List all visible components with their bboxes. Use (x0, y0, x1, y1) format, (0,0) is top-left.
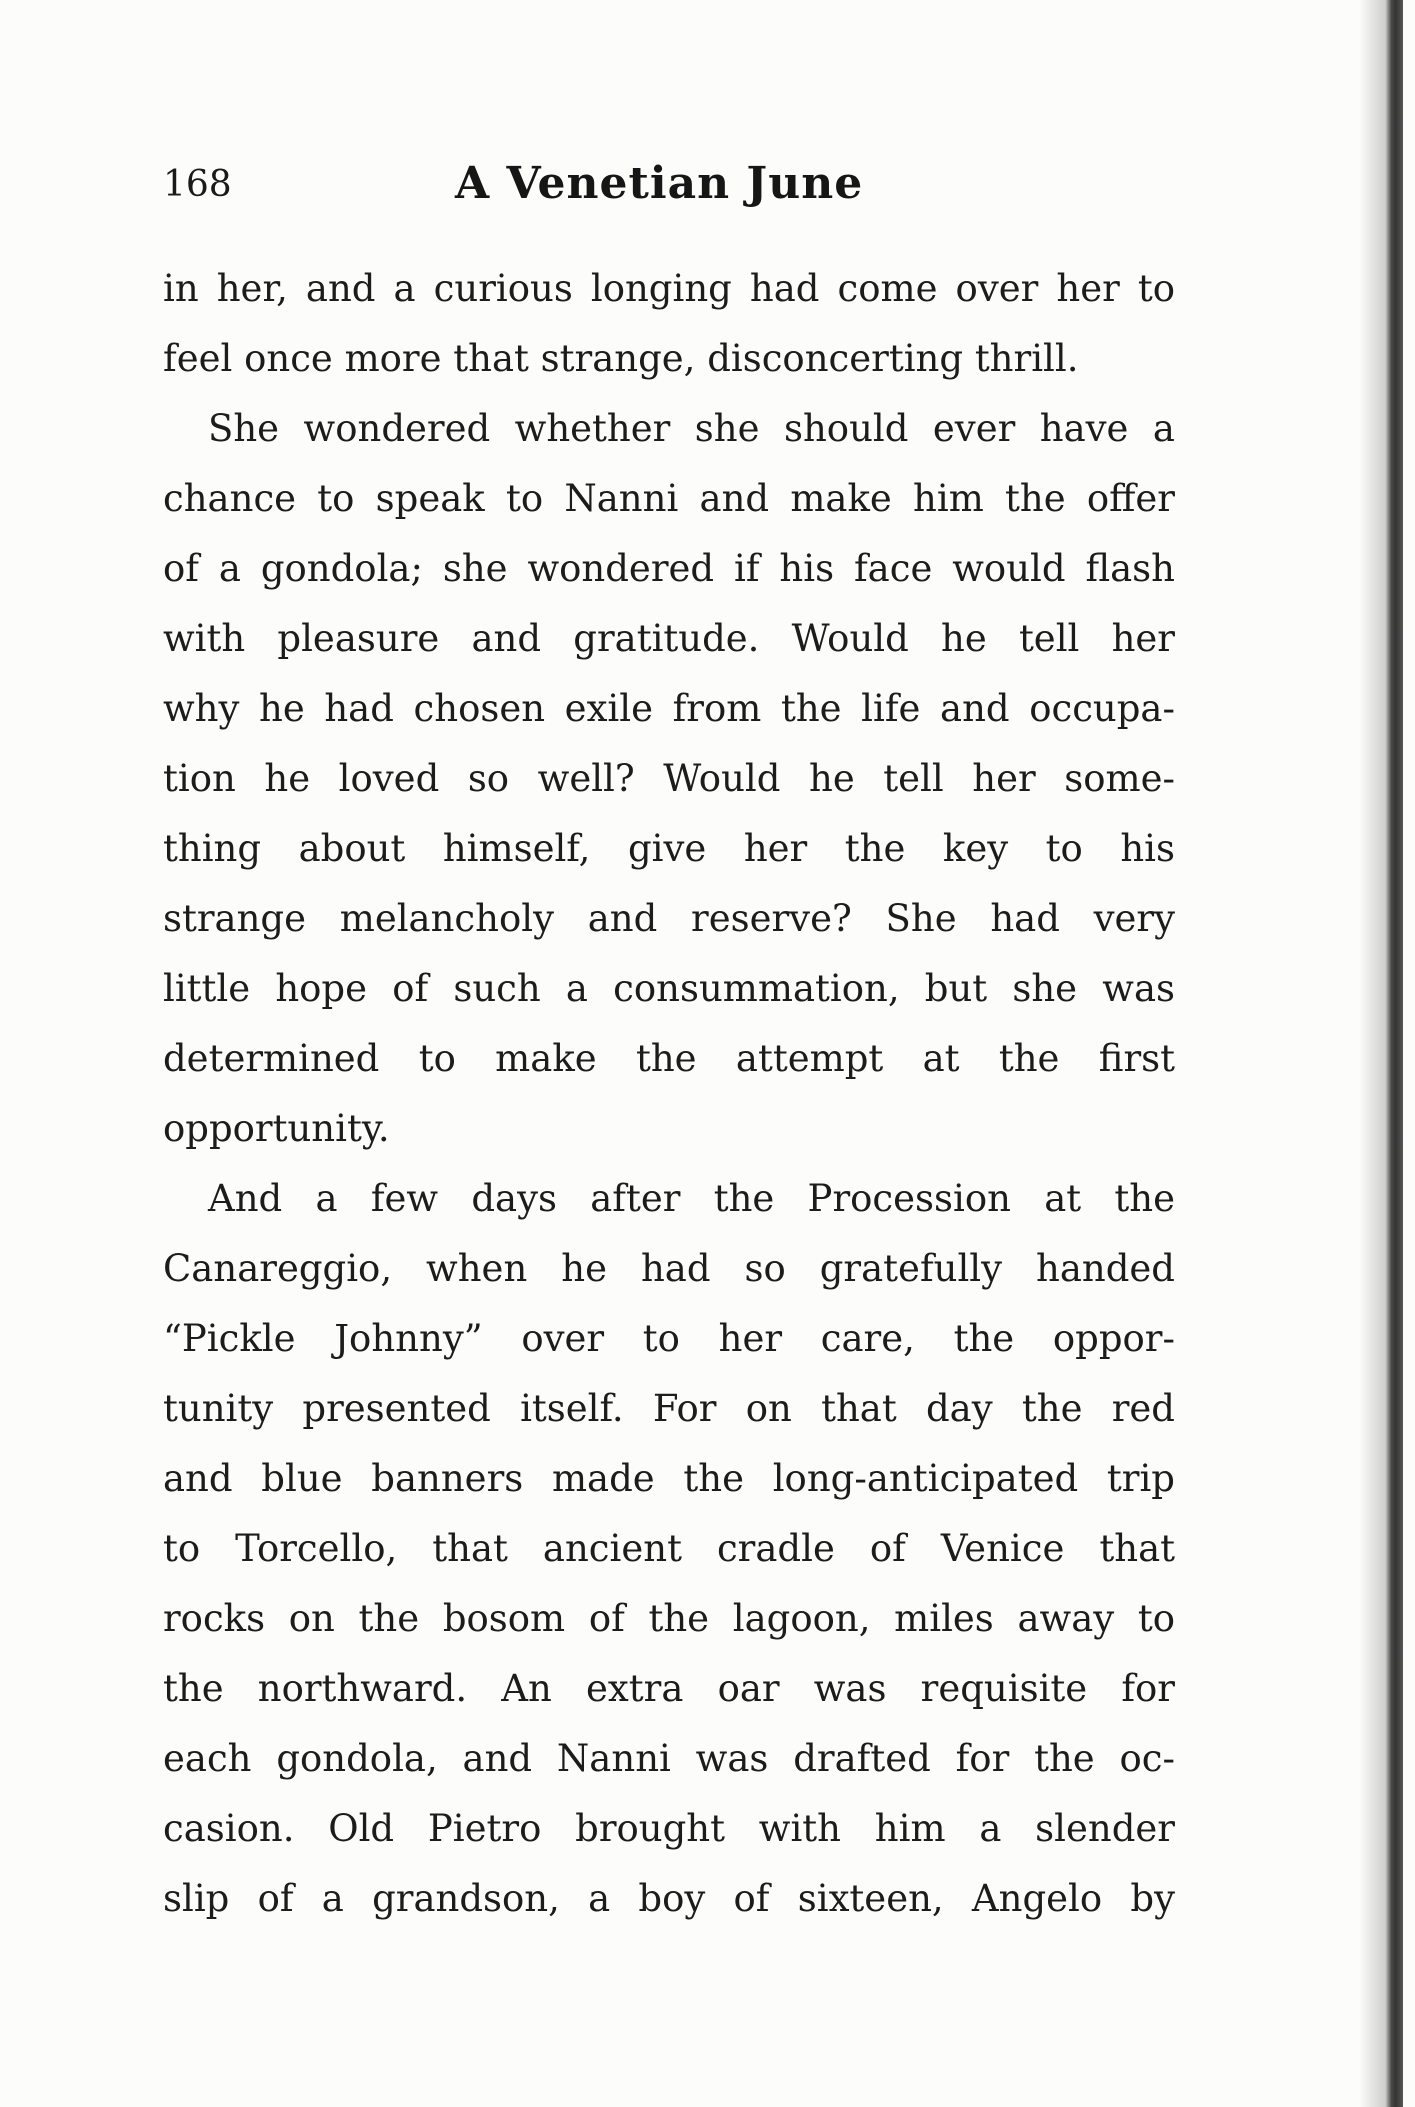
text-line: why he had chosen exile from the life and occupa- (163, 687, 1175, 730)
text-line: “Pickle Johnny” over to her care, the oppor- (163, 1317, 1175, 1360)
text-line: rocks on the bosom of the lagoon, miles away to (163, 1597, 1175, 1640)
page-number: 168 (163, 164, 232, 205)
running-head (163, 158, 1171, 218)
text-line: And a few days after the Procession at the (208, 1177, 1175, 1220)
text-line: opportunity. (163, 1107, 390, 1150)
text-line: little hope of such a consummation, but she was (163, 967, 1175, 1010)
text-line: the northward. An extra oar was requisite for (163, 1667, 1175, 1710)
text-line: in her, and a curious longing had come over her to (163, 267, 1175, 310)
text-line: to Torcello, that ancient cradle of Venice that (163, 1527, 1175, 1570)
running-title: A Venetian June (455, 158, 864, 209)
text-line: slip of a grandson, a boy of sixteen, Angelo by (163, 1877, 1175, 1920)
text-line: Canareggio, when he had so gratefully handed (163, 1247, 1175, 1290)
text-line: of a gondola; she wondered if his face would flash (163, 547, 1175, 590)
text-line: tunity presented itself. For on that day the red (163, 1387, 1175, 1430)
text-line: with pleasure and gratitude. Would he tell her (163, 617, 1175, 660)
text-line: feel once more that strange, disconcerting thrill. (163, 337, 1079, 380)
spine-edge (1385, 0, 1403, 2107)
text-line: and blue banners made the long-anticipated trip (163, 1457, 1175, 1500)
text-line: each gondola, and Nanni was drafted for the oc- (163, 1737, 1175, 1780)
text-line: tion he loved so well? Would he tell her some- (163, 757, 1175, 800)
spine-shadow (1359, 0, 1385, 2107)
text-line: determined to make the attempt at the first (163, 1037, 1175, 1080)
text-line: She wondered whether she should ever have a (208, 407, 1175, 450)
body-text (163, 254, 1175, 1934)
text-line: strange melancholy and reserve? She had very (163, 897, 1175, 940)
text-line: casion. Old Pietro brought with him a slender (163, 1807, 1175, 1850)
text-line: chance to speak to Nanni and make him the offer (163, 477, 1175, 520)
text-line: thing about himself, give her the key to his (163, 827, 1175, 870)
